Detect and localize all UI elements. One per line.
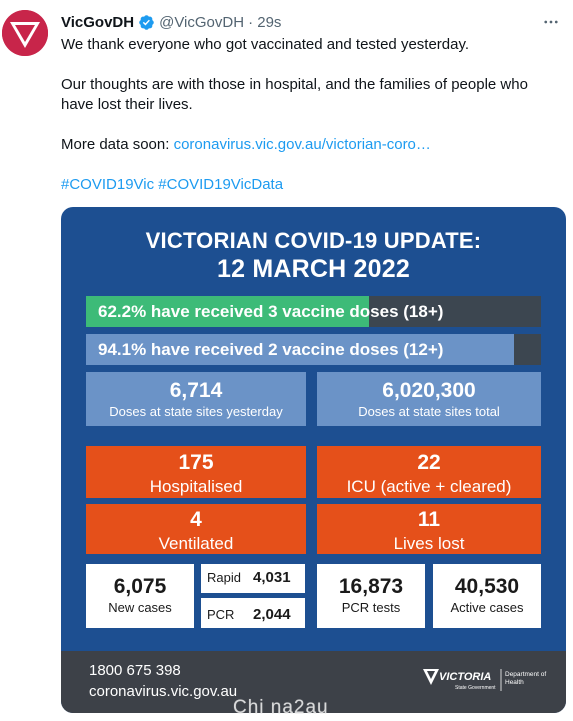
card-title-line-2: 12 MARCH 2022 [217, 255, 410, 283]
doses-yesterday-value: 6,714 [169, 379, 223, 402]
logo-victoria-text: VICTORIA [439, 671, 492, 683]
display-name[interactable]: VicGovDH [61, 13, 135, 31]
more-data-link[interactable]: coronavirus.vic.gov.au/victorian-coro… [173, 136, 431, 153]
timestamp[interactable]: · 29s [248, 13, 282, 31]
active-cases-label: Active cases [450, 600, 524, 615]
active-cases-box [433, 564, 541, 628]
vaccine-3-doses-text: 62.2% have received 3 vaccine doses (18+) [98, 302, 444, 321]
handle[interactable]: @VicGovDH [159, 13, 245, 31]
watermark: Chi na2au [233, 697, 329, 718]
pcr-value: 2,044 [253, 606, 291, 623]
tweet-line-1: We thank everyone who got vaccinated and tested yesterday. [61, 36, 470, 53]
pcr-box [201, 598, 305, 628]
active-cases-value: 40,530 [454, 575, 520, 598]
more-icon[interactable] [539, 10, 563, 34]
pcr-tests-label: PCR tests [341, 600, 401, 615]
tweet-text [61, 35, 551, 215]
vic-triangle-logo-icon [2, 10, 48, 56]
icu-label: ICU (active + cleared) [346, 477, 512, 496]
logo-state-gov-text: State Government [455, 685, 496, 691]
ventilated-box [86, 504, 306, 554]
logo-dept-text: Department of Health [505, 671, 547, 686]
ventilated-label: Ventilated [158, 534, 234, 553]
tweet-line-3 [61, 135, 551, 155]
new-cases-box [86, 564, 194, 628]
card-title [61, 227, 566, 283]
footer-url: coronavirus.vic.gov.au [89, 683, 238, 700]
vaccine-2-doses-bar [86, 334, 541, 365]
icu-box [317, 446, 541, 498]
more-data-prefix: More data soon: [61, 136, 174, 153]
doses-yesterday-box [86, 372, 306, 426]
tweet-header [61, 11, 573, 33]
victoria-government-logo [421, 663, 551, 703]
pcr-tests-box [317, 564, 425, 628]
hospitalised-value: 175 [178, 451, 214, 474]
rapid-box [201, 564, 305, 593]
ventilated-value: 4 [190, 508, 202, 531]
rapid-value: 4,031 [253, 569, 291, 586]
doses-total-box [317, 372, 541, 426]
hospitalised-label: Hospitalised [149, 477, 243, 496]
vaccine-3-doses-bar [86, 296, 541, 327]
footer-phone: 1800 675 398 [89, 662, 181, 679]
avatar[interactable] [2, 10, 48, 56]
card-title-line-1: VICTORIAN COVID-19 UPDATE: [145, 228, 482, 253]
icu-value: 22 [417, 451, 441, 474]
hospitalised-box [86, 446, 306, 498]
footer-text [89, 660, 237, 702]
pcr-tests-value: 16,873 [338, 575, 404, 598]
hashtags[interactable]: #COVID19Vic #COVID19VicData [61, 176, 284, 193]
vaccine-2-doses-text: 94.1% have received 2 vaccine doses (12+) [98, 340, 444, 359]
doses-total-label: Doses at state sites total [358, 404, 500, 419]
doses-yesterday-label: Doses at state sites yesterday [109, 404, 283, 419]
pcr-label: PCR [207, 607, 235, 622]
covid-update-image[interactable] [61, 207, 566, 713]
lives-lost-value: 11 [417, 508, 441, 531]
tweet-line-2: Our thoughts are with those in hospital, and the families of people who have lost their lives. [61, 76, 528, 113]
new-cases-label: New cases [108, 600, 172, 615]
verified-badge-icon [138, 14, 155, 31]
rapid-label: Rapid [207, 570, 241, 585]
new-cases-value: 6,075 [113, 575, 167, 598]
lives-lost-label: Lives lost [393, 534, 465, 553]
lives-lost-box [317, 504, 541, 554]
doses-total-value: 6,020,300 [382, 379, 476, 402]
